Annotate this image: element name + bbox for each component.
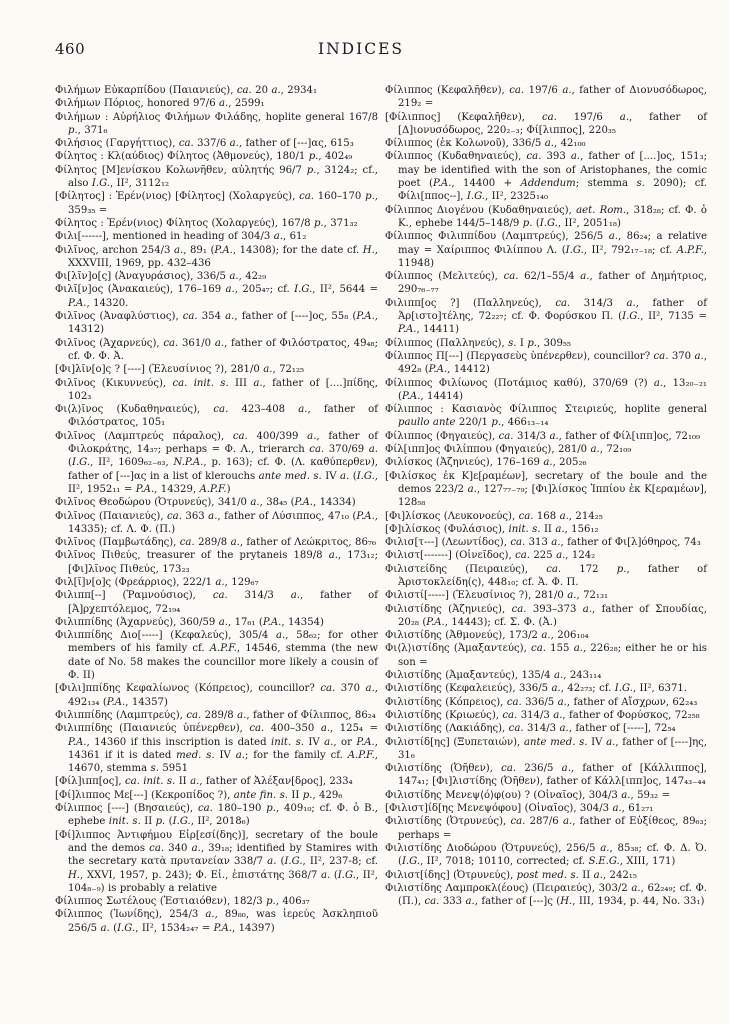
running-head-title: INDICES <box>318 40 405 58</box>
index-entry: Φίλιππος [----] (Βησαιεύς), ca. 180–190 p., 409₁₀; cf. Φ. ὁ Β., ephebe init. s. II p. (I.G., II², 2018₆) <box>55 803 378 828</box>
index-entry: Φίλιππος Διογένου (Κυδαθηναιεύς), aet. Rom., 318₂₈; cf. Φ. ὁ Κ., ephebe 144/5–148/9 p. (I.G., II², 2051₁₈) <box>385 204 707 229</box>
index-entry: Φιλήμων Εὐκαρπίδου (Παιανιεύς), ca. 20 a., 2934₁ <box>55 85 318 96</box>
index-entry: Φιλιστίδης (Λακιάδης), ca. 314/3 a., father of [-----], 72₅₄ <box>385 723 676 735</box>
index-entry: [Φιλίσκος ἐκ Κ]ε[ραμέων], secretary of the boule and the demos 223/2 a., 127₇₇₋₇₉; [Φι]λίσκος Ἱππίου ἐκ Κ[εραμέων], 128₅₈ <box>385 470 708 509</box>
index-entry: [Φί]λιππος Με[---] (Κεκροπίδος ?), ante fin. s. II p., 429₆ <box>55 789 343 801</box>
index-entry: [Φι]λίσκος (Λευκονοεύς), ca. 168 a., 214₂₅ <box>385 510 603 522</box>
index-entry: Φιλι[------], mentioned in heading of 304/3 a., 61₂ <box>55 231 307 243</box>
index-entry: Φιλῖνος Θεοδώρου (Ὀτρυνεύς), 341/0 a., 38₄₅ (P.A., 14334) <box>55 497 356 509</box>
index-entry: Φίλιππος (Μελιτεύς), ca. 62/1–55/4 a., father of Δημήτριος, 290₇₆₋₇₇ <box>385 271 707 296</box>
index-entry: Φιλιππίδης Διο[-----] (Κεφαλεύς), 305/4 a., 58₆₂; for other members of his family cf. A.P.F., 14546, stemma (the new date of No. 58 makes the councillor more likely a cousin of Φ. II) <box>55 630 378 682</box>
index-entry: Φιλισ[τ---] (Λεωντίδος), ca. 313 a., father of Φι[λ]όθηρος, 74₃ <box>385 537 701 549</box>
index-entry: Φιλιστί[-----] (Ἐλευσίνιος ?), 281/0 a., 72₁₃₁ <box>385 590 609 602</box>
index-entry: Φιλιστείδης (Πειραιεύς), ca. 172 p., father of Ἀριστοκλείδη(ς), 448₁₀; cf. Ἀ. Φ. Π. <box>385 563 707 588</box>
index-entry: Φίλιππος Φιλιππίδου (Λαμπτρεύς), 256/5 a., 86₂₄; a relative may = Χαίριππος Φιλίππου Λ. (I.G., II², 792₁₇₋₁₈; cf. A.P.F., 11948) <box>385 231 707 269</box>
index-entry: Φίλιππος (Κυδαθηναιεύς), ca. 393 a., father of [....]ος, 151₃; may be identified with the son of Aristophanes, the comic poet (P.A., 14400 + Addendum; stemma s. 2090); cf. Φίλι[ππος--], I.G., II², 2325₁₄₀ <box>385 151 707 203</box>
index-entry: [Φίλ]ιππ[ος], ca. init. s. II a., father of Ἀλέξαν[δρος], 233₄ <box>55 776 353 788</box>
index-entry: [Φιλι]ππίδης Κεφαλίωνος (Κόπρειος), councillor? ca. 370 a., 492₁₃₄ (P.A., 14357) <box>55 683 378 708</box>
index-entry: Φιλῖνος (Παιανιεύς), ca. 363 a., father of Λύσιππος, 47₁₀ (P.A., 14335); cf. Λ. Φ. (Π.) <box>55 510 378 535</box>
index-entry: Φιλιππίδης (Ἀχαρνεύς), 360/59 a., 17₆₁ (P.A., 14354) <box>55 616 324 628</box>
index-entry: Φιλιστίδ[ης] (Ξυπεταιών), ante med. s. IV a., father of [----]ης, 31₆ <box>385 736 708 761</box>
index-entry: Φιλιστίδης (Ὀτρυνεύς), ca. 287/6 a., father of Εὐξίθεος, 89₆₃; perhaps = <box>385 816 707 841</box>
index-entry: Φίλιππος (Φηγαιεύς), ca. 314/3 a., father of Φίλ[ιππ]ος, 72₁₀₉ <box>385 430 701 442</box>
index-entry: Φίλιππος Π[---] (Περγασεὺς ὑπένερθεν), councillor? ca. 370 a., 492₈ (P.A., 14412) <box>385 350 707 376</box>
index-entry: Φιλιστίδης (Κριωεύς), ca. 314/3 a., father of Φορύσκος, 72₂₅₈ <box>385 709 700 721</box>
page-number: 460 <box>55 40 86 58</box>
index-entry: Φιλῖνος (Ἀναφλύστιος), ca. 354 a., father of [----]ος, 55₈ (P.A., 14312) <box>55 311 378 336</box>
index-entry: Φιλιστίδης (Ἀθμονεύς), 173/2 a., 206₁₀₄ <box>385 630 589 642</box>
index-entry: Φιλιστίδης (Ἀζηνιεύς), ca. 393–373 a., father of Σπουδίας, 20₂₈ (P.A., 14443); cf. Σ. Φ. (Ἀ.) <box>385 603 707 628</box>
index-entry: Φίλητος : Ἑρέν(νιος) Φίλητος (Χολαργεύς), 167/8 p., 371₃₂ <box>55 217 358 229</box>
index-entry: Φίλιππος (Ἰωνίδης), 254/3 a., 89₈₀, was ἱερεύς Ἀσκληπιοῦ 256/5 a. (I.G., II², 1534₂₄₇ = P.A., 14397) <box>55 909 378 934</box>
index-entry: Φιλιστ[ίδης] (Ὀτρυνεύς), post med. s. II a., 242₁₅ <box>385 869 637 881</box>
index-entry: Φιλήμων : Αὐρήλιος Φιλήμων Φιλάδης, hoplite general 167/8 p., 371₆ <box>55 111 378 136</box>
index-entry: Φιλῖνος (Κικυννεύς), ca. init. s. III a., father of [....]πίδης, 102₃ <box>55 377 378 402</box>
index-entry: [Φ]ιλίσκος (Φυλάσιος), init. s. II a., 156₁₂ <box>385 523 599 535</box>
index-entry: Φίλιππος Φιλίωνος (Ποτάμιος καθύ), 370/69 (?) a., 13₂₀₋₂₁ (P.A., 14414) <box>385 377 707 402</box>
index-entry: Φιλίσκος (Ἀζηνιεύς), 176–169 a., 205₂₆ <box>385 457 587 469</box>
index-entry: Φίλιππος (Παλληνεύς), s. I p., 309₅₅ <box>385 337 571 349</box>
index-entry: Φίλιππος (Κεφαλῆθεν), ca. 197/6 a., father of Διονυσόδωρος, 219₂ = <box>385 85 708 110</box>
index-entry: Φι⟨λ⟩ιστίδης (Ἀμαξαντεύς), ca. 155 a., 226₂₈; either he or his son = <box>385 643 707 668</box>
index-entry: Φίλιππος (ἐκ Κολωνοῦ), 336/5 a., 42₁₀₀ <box>385 138 586 150</box>
index-entry: Φιλῖνος (Λαμπτρεύς πάραλος), ca. 400/399 a., father of Φιλοκράτης, 14₃₇; perhaps = Φ. Λ., trierarch ca. 370/69 a. (I.G., II², 1609₆₂₋₆₃, N.P.A., p. 163); cf. Φ. (Λ. καθύπερθεν), father of [---]ας in a list of klerouchs ante med. s. IV a. (I.G., II², 1952₁₁ = P.A., 14329, A.P.F.) <box>55 430 379 495</box>
index-column-right <box>385 84 707 935</box>
index-entry: Φιλῖ[ν]ος (Ἀνακαιεύς), 176–169 a., 205₄₇; cf. I.G., II², 5644 = P.A., 14320. <box>55 284 379 309</box>
index-entry: Φιλῖνος (Ἀχαρνεύς), ca. 361/0 a., father of Φιλόστρατος, 49₄₈; cf. Φ. Φ. Ἀ. <box>55 337 379 362</box>
index-entry: Φιλιστίδης Λαμπροκλ(έους) (Πειραιεύς), 303/2 a., 62₂₄₉; cf. Φ. (Π.), ca. 333 a., father of [---]ς (H., III, 1934, p. 44, No. 33₁) <box>385 882 707 908</box>
index-entry: Φίλητος [Μ]ενίσκου Κολωνῆθεν, αὐλητής 96/7 p., 3124₂; cf., also I.G., II², 3112₁₂ <box>55 164 378 190</box>
index-entry: [Φίλητος] : Ἑρέν(νιος) [Φίλητος] (Χολαργεύς), ca. 160–170 p., 359₃₅ = <box>55 191 378 216</box>
index-column-left <box>55 84 378 935</box>
index-entry: Φι⟨λ⟩ῖνος (Κυδαθηναιεύς), ca. 423–408 a., father of Φιλόστρατος, 105₁ <box>55 404 378 429</box>
index-entry: Φιλήσιος (Γαργήττιος), ca. 337/6 a., father of [---]ας, 615₃ <box>55 138 354 150</box>
index-entry: Φιλήμων Πόριος, honored 97/6 a., 2599₁ <box>55 98 265 110</box>
index-entry: Φι[λῖν]ο[ς] (Ἀναγυράσιος), 336/5 a., 42₂₉ <box>55 271 267 283</box>
index-entry: Φιλιππ[ος ?] (Παλληνεύς), ca. 314/3 a., father of Ἀρ[ιστο]τέλης, 72₂₂₇; cf. Φ. Φορύσκου Π. (I.G., II², 7135 = P.A., 14411) <box>385 297 707 336</box>
index-entry: Φίλιππος : Κασιανὸς Φίλιππος Στειριεύς, hoplite general paullo ante 220/1 p., 466₁₃₋₁₄ <box>385 404 707 429</box>
index-entry: Φιλιστίδης Μενεψ⟨ό⟩φ(ου) ? (Οἰναῖος), 304/3 a., 59₃₂ = <box>385 789 670 801</box>
index-entry: [Φί]λιππος Ἀντιφήμου Εἰρ[εσί(δης)], secretary of the boule and the demos ca. 340 a., 39₁₈; identified by Stamires with the secretary κατὰ πρυτανείαν 338/7 a. (I.G., II², 237-8; cf. H., XXVI, 1957, p. 243); Φ. Εἰ., ἐπιστάτης 368/7 a. (I.G., II², 104₈₋₉) is probably a relative <box>55 829 378 894</box>
index-entry: Φίλ[ιππ]ος Φιλίππου (Φηγαιεύς), 281/0 a., 72₁₀₉ <box>385 444 632 456</box>
index-entry: Φιλ[ῖ]ν[ο]ς (Φρεάρριος), 222/1 a., 129₆₇ <box>55 576 259 588</box>
index-entry: Φιλιστίδης (Κεφαλειεύς), 336/5 a., 42₂₇₃; cf. I.G., II², 6371. <box>385 683 688 695</box>
index-entry: Φιλῖνος (Παμβωτάδης), ca. 289/8 a., father of Λεώκριτος, 86₇₆ <box>55 537 376 549</box>
index-entry: Φιλιστ[-------] (Οἰνεῖδος), ca. 225 a., 124₂ <box>385 550 596 562</box>
index-entry: Φιλῖνος Πιθεύς, treasurer of the prytaneis 189/8 a., 173₁₂; [Φι]λῖνος Πιθεύς, 173₂₃ <box>55 550 378 575</box>
index-entry: Φιλιππίδης (Λαμπτρεύς), ca. 289/8 a., father of Φίλιππος, 86₂₄ <box>55 709 376 721</box>
index-entry: [Φι]λῖν[ο]ς ? [----] (Ἐλευσίνιος ?), 281/0 a., 72₁₂₅ <box>55 364 305 376</box>
index-entry: Φιλιστίδης (Ἀμαξαντεύς), 135/4 a., 243₁₁₄ <box>385 670 602 682</box>
index-entry: Φίλητος : Κλ(αύδιος) Φίλητος (Ἀθμονεύς), 180/1 p., 402₄₉ <box>55 151 353 163</box>
index-entry: Φιλιστίδης (Ὀῆθεν), ca. 236/5 a., father of [Κάλλιππος], 147₄₁; [Φι]λιστίδης (Ὀῆθεν), father of Κάλλ[ιππ]ος, 147₄₃₋₄₄ <box>385 763 707 788</box>
index-entry: [Φίλιππος] (Κεφαλῆθεν), ca. 197/6 a., father of [Δ]ιονυσόδωρος, 220₂₋₃; Φί[λιππος], 220₃₅ <box>385 111 708 136</box>
index-entry: Φιλιστίδης Διοδώρου (Ὀτρυνεύς), 256/5 a., 85₃₈; cf. Φ. Δ. Ὀ. (I.G., II², 7018; 10110, corrected; cf. S.E.G., XIII, 171) <box>385 842 707 868</box>
index-entry: Φιλιππ[--] (Ῥαμνούσιος), ca. 314/3 a., father of [Ἀ]ρχεπτόλεμος, 72₁₉₄ <box>55 590 378 615</box>
index-entry: Φιλιστίδης (Κόπρειος), ca. 336/5 a., father of Αἴσχρων, 62₂₄₃ <box>385 696 698 708</box>
index-entry: Φιλιππίδης (Παιανιεύς ὑπένερθεν), ca. 400–350 a., 125₄ = P.A., 14360 if this inscription is dated init. s. IV a., or P.A., 14361 if it is dated med. s. IV a.; for the family cf. A.P.F., 14670, stemma s. 5951 <box>55 723 379 775</box>
index-columns <box>55 84 707 935</box>
index-entry: [Φιλιστ]ίδ[ης Μενεψόφου] (Οἰναῖος), 304/3 a., 61₂₇₁ <box>385 803 654 815</box>
index-entry: Φίλιππος Σωτέλους (Ἑστιαιόθεν), 182/3 p., 406₃₇ <box>55 896 310 908</box>
index-entry: Φιλῖνος, archon 254/3 a., 89₁ (P.A., 14308); for the date cf. H., XXXVIII, 1969, pp. 432–436 <box>55 244 378 269</box>
